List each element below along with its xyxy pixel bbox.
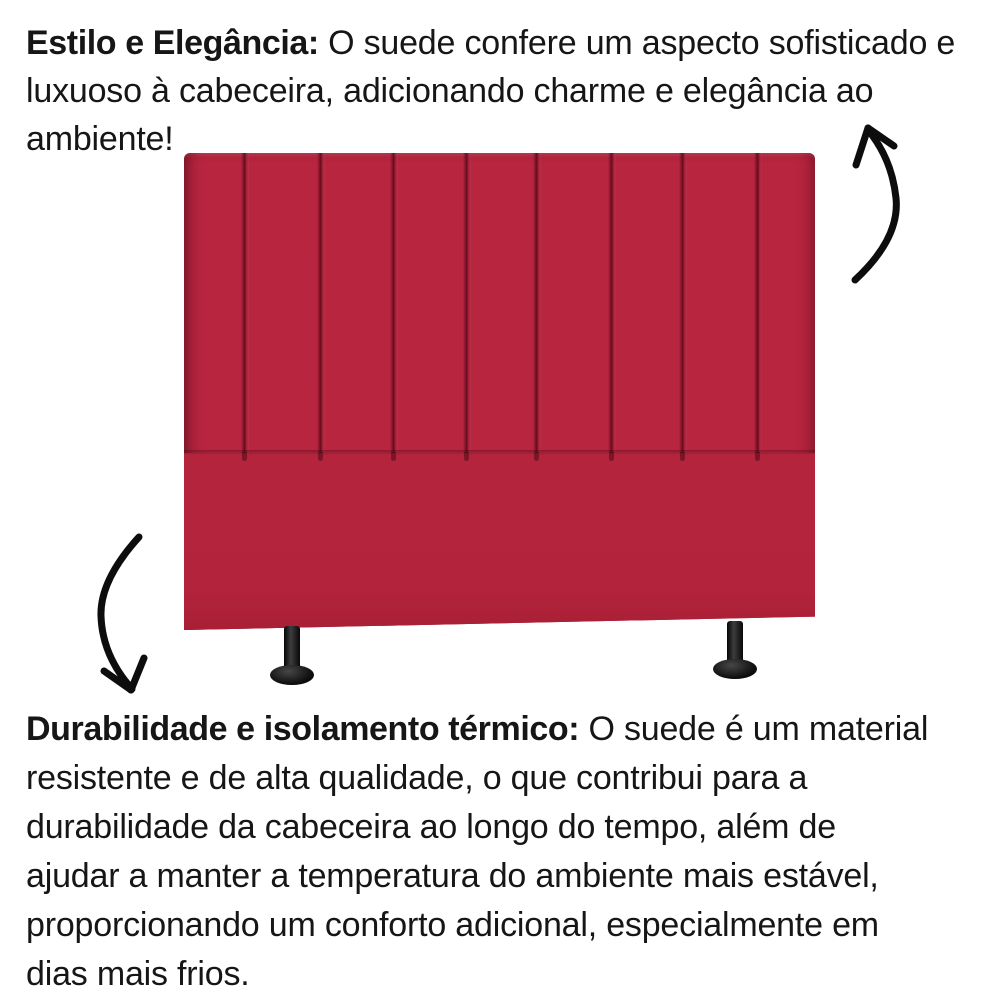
channel-groove <box>608 153 616 453</box>
headboard-seam <box>184 450 815 455</box>
curved-arrow-down-icon <box>101 537 144 690</box>
channel-groove <box>390 153 398 453</box>
feature-title-durability: Durabilidade e isolamento térmico: <box>26 710 580 748</box>
channel-groove <box>463 153 471 453</box>
seam-fold-shadow <box>318 452 323 461</box>
channel-groove <box>754 153 762 453</box>
callout-line: proporcionando um conforto adicional, especialmente em <box>26 906 879 944</box>
seam-fold-shadow <box>391 452 396 461</box>
channel-groove <box>317 153 325 453</box>
headboard-skirt <box>184 453 815 630</box>
callout-line <box>26 19 955 67</box>
seam-fold-shadow <box>534 452 539 461</box>
callout-line <box>26 705 928 754</box>
feature-text: O suede confere um aspecto sofisticado e <box>318 24 956 62</box>
headboard-body <box>184 153 815 630</box>
feature-title-style: Estilo e Elegância: <box>26 24 319 62</box>
channel-groove <box>241 153 249 453</box>
channel-groove <box>679 153 687 453</box>
callout-line: dias mais frios. <box>26 955 250 993</box>
channel-groove <box>533 153 541 453</box>
product-photo-headboard <box>184 153 815 688</box>
headboard-channel-panels <box>184 153 815 453</box>
callout-line: luxuoso à cabeceira, adicionando charme e elegância ao <box>26 72 874 110</box>
seam-fold-shadow <box>464 452 469 461</box>
callout-line: durabilidade da cabeceira ao longo do tempo, além de <box>26 808 836 846</box>
seam-fold-shadow <box>680 452 685 461</box>
callout-line: ajudar a manter a temperatura do ambiente mais estável, <box>26 857 879 895</box>
seam-fold-shadow <box>755 452 760 461</box>
seam-fold-shadow <box>609 452 614 461</box>
headboard-foot-right-base <box>713 659 757 679</box>
feature-text: O suede é um material <box>579 710 929 748</box>
feature-callout-durability <box>26 705 928 999</box>
seam-fold-shadow <box>242 452 247 461</box>
callout-line: ambiente! <box>26 120 174 158</box>
callout-line: resistente e de alta qualidade, o que contribui para a <box>26 759 808 797</box>
headboard-foot-left-base <box>270 665 314 685</box>
feature-callout-style <box>26 19 955 163</box>
